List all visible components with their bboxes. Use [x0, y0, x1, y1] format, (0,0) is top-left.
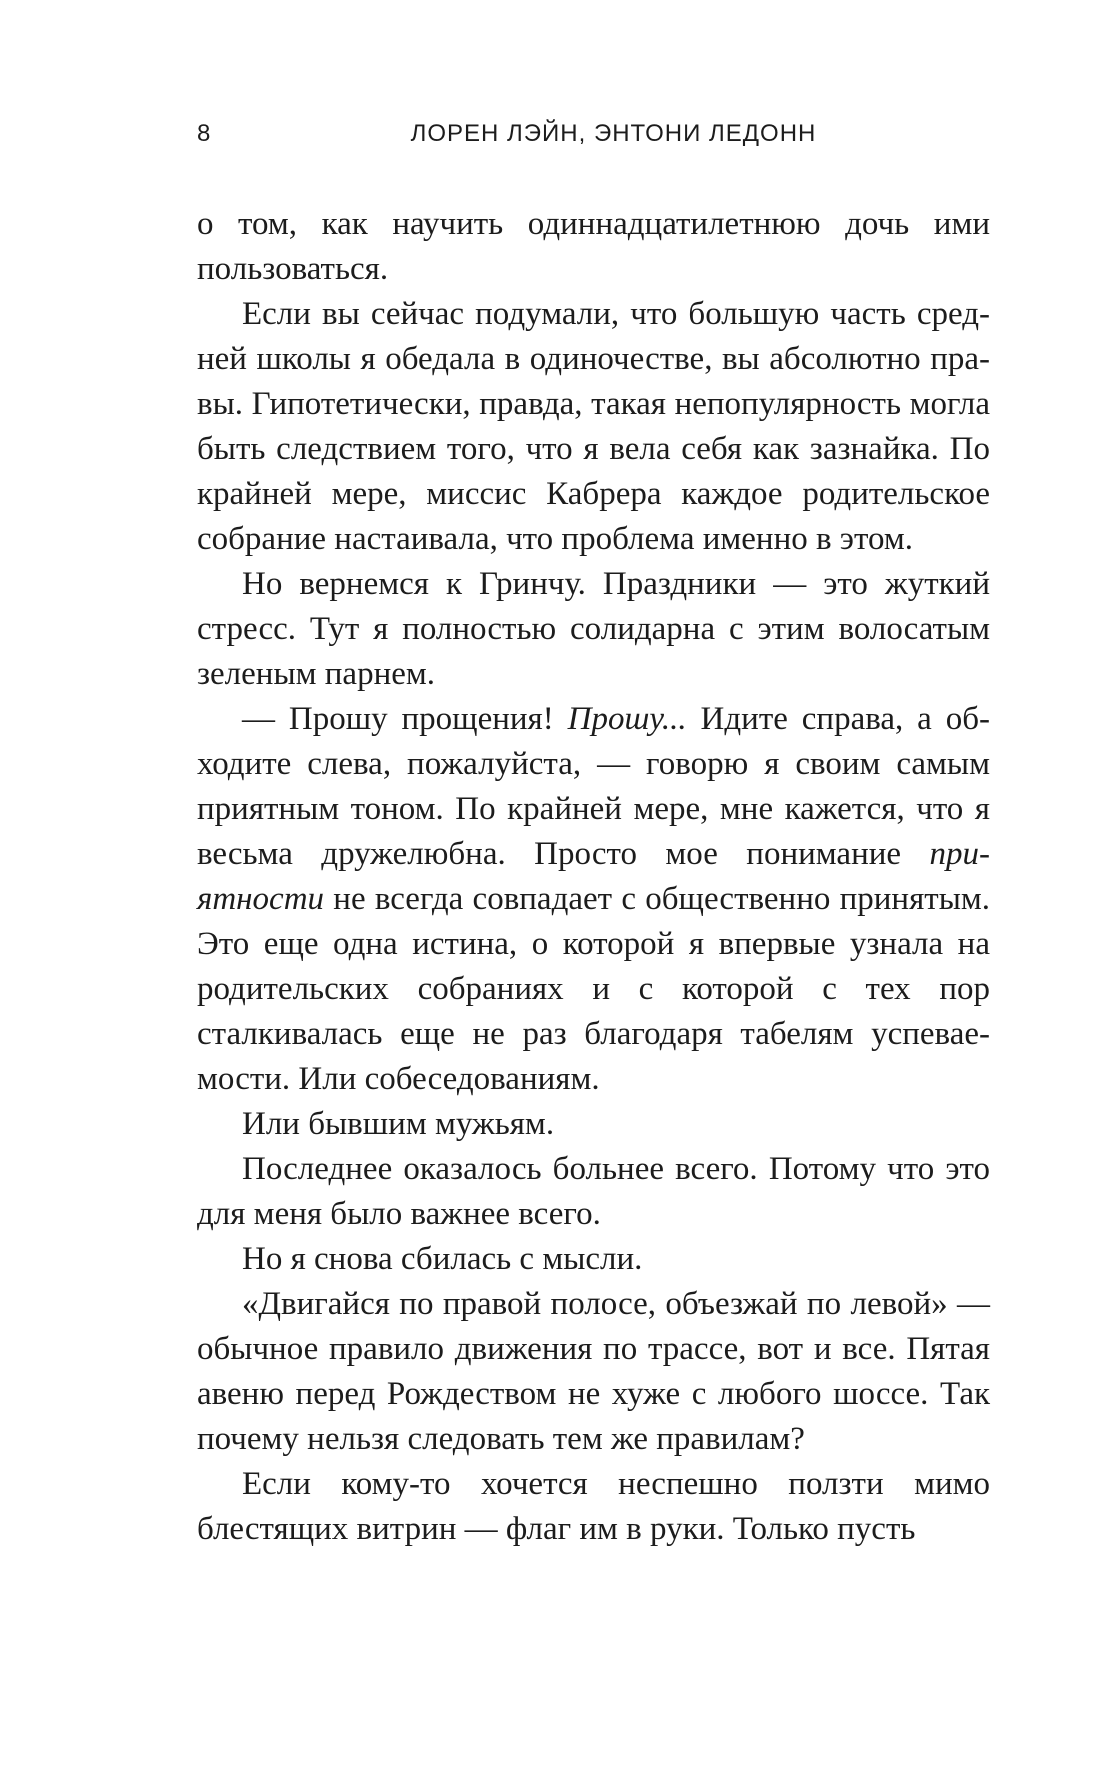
text-run: Но вернемся к Гринчу. Праздники — это жуткий стресс. Тут я полностью солидарна с этим волосатым зеленым парнем.: [197, 566, 990, 692]
text-run: о том, как научить одиннадцатилетнюю дочь ими пользоваться.: [197, 206, 990, 287]
text-run: Идите справа, а обходите слева, пожалуйста, — говорю я своим самым приятным тоном. По крайней мере, мне кажется, что я весьма дружелюбна. Просто мое понимание: [197, 701, 990, 872]
paragraph: [197, 1282, 990, 1462]
text-run: «Двигайся по правой полосе, объезжай по левой» — обычное правило движения по трассе, вот и все. Пятая авеню перед Рождеством не хуже с любого шоссе. Так почему нельзя следовать тем же правилам?: [197, 1286, 990, 1457]
paragraph: [197, 292, 990, 562]
text-run: не всегда совпадает с общественно принятым. Это еще одна истина, о которой я впервые узнала на родительских собраниях и с которой с тех пор сталкивалась еще не раз благодаря табелям успеваемости. Или собеседованиям.: [197, 881, 990, 1097]
paragraph: [197, 1102, 990, 1147]
paragraph: [197, 1237, 990, 1282]
text-run: Если вы сейчас подумали, что большую часть средней школы я обедала в одиночестве, вы абсолютно правы. Гипотетически, правда, такая непопулярность могла быть следствием того, что я вела себя как зазнайка. По крайней мере, миссис Кабрера каждое родительское собрание настаивала, что проблема именно в этом.: [197, 296, 990, 557]
page-number: 8: [197, 120, 212, 147]
book-authors: ЛОРЕН ЛЭЙН, ЭНТОНИ ЛЕДОНН: [410, 120, 817, 147]
text-run: Или бывшим мужьям.: [242, 1106, 555, 1142]
italic-text-run: приятности: [197, 836, 990, 917]
text-run: — Прошу прощения!: [242, 701, 568, 737]
text-run: Если кому-то хочется неспешно ползти мимо блестящих витрин — флаг им в руки. Только пусть: [197, 1466, 990, 1547]
paragraph: [197, 1147, 990, 1237]
paragraph: [197, 202, 990, 292]
paragraph: [197, 1462, 990, 1552]
italic-text-run: Прошу...: [567, 701, 687, 737]
running-head: [197, 120, 990, 160]
paragraph: [197, 562, 990, 697]
text-run: Но я снова сбилась с мысли.: [242, 1241, 643, 1277]
paragraph: [197, 697, 990, 1102]
body-text: [197, 202, 990, 1552]
text-run: Последнее оказалось больнее всего. Потому что это для меня было важнее всего.: [197, 1151, 990, 1232]
